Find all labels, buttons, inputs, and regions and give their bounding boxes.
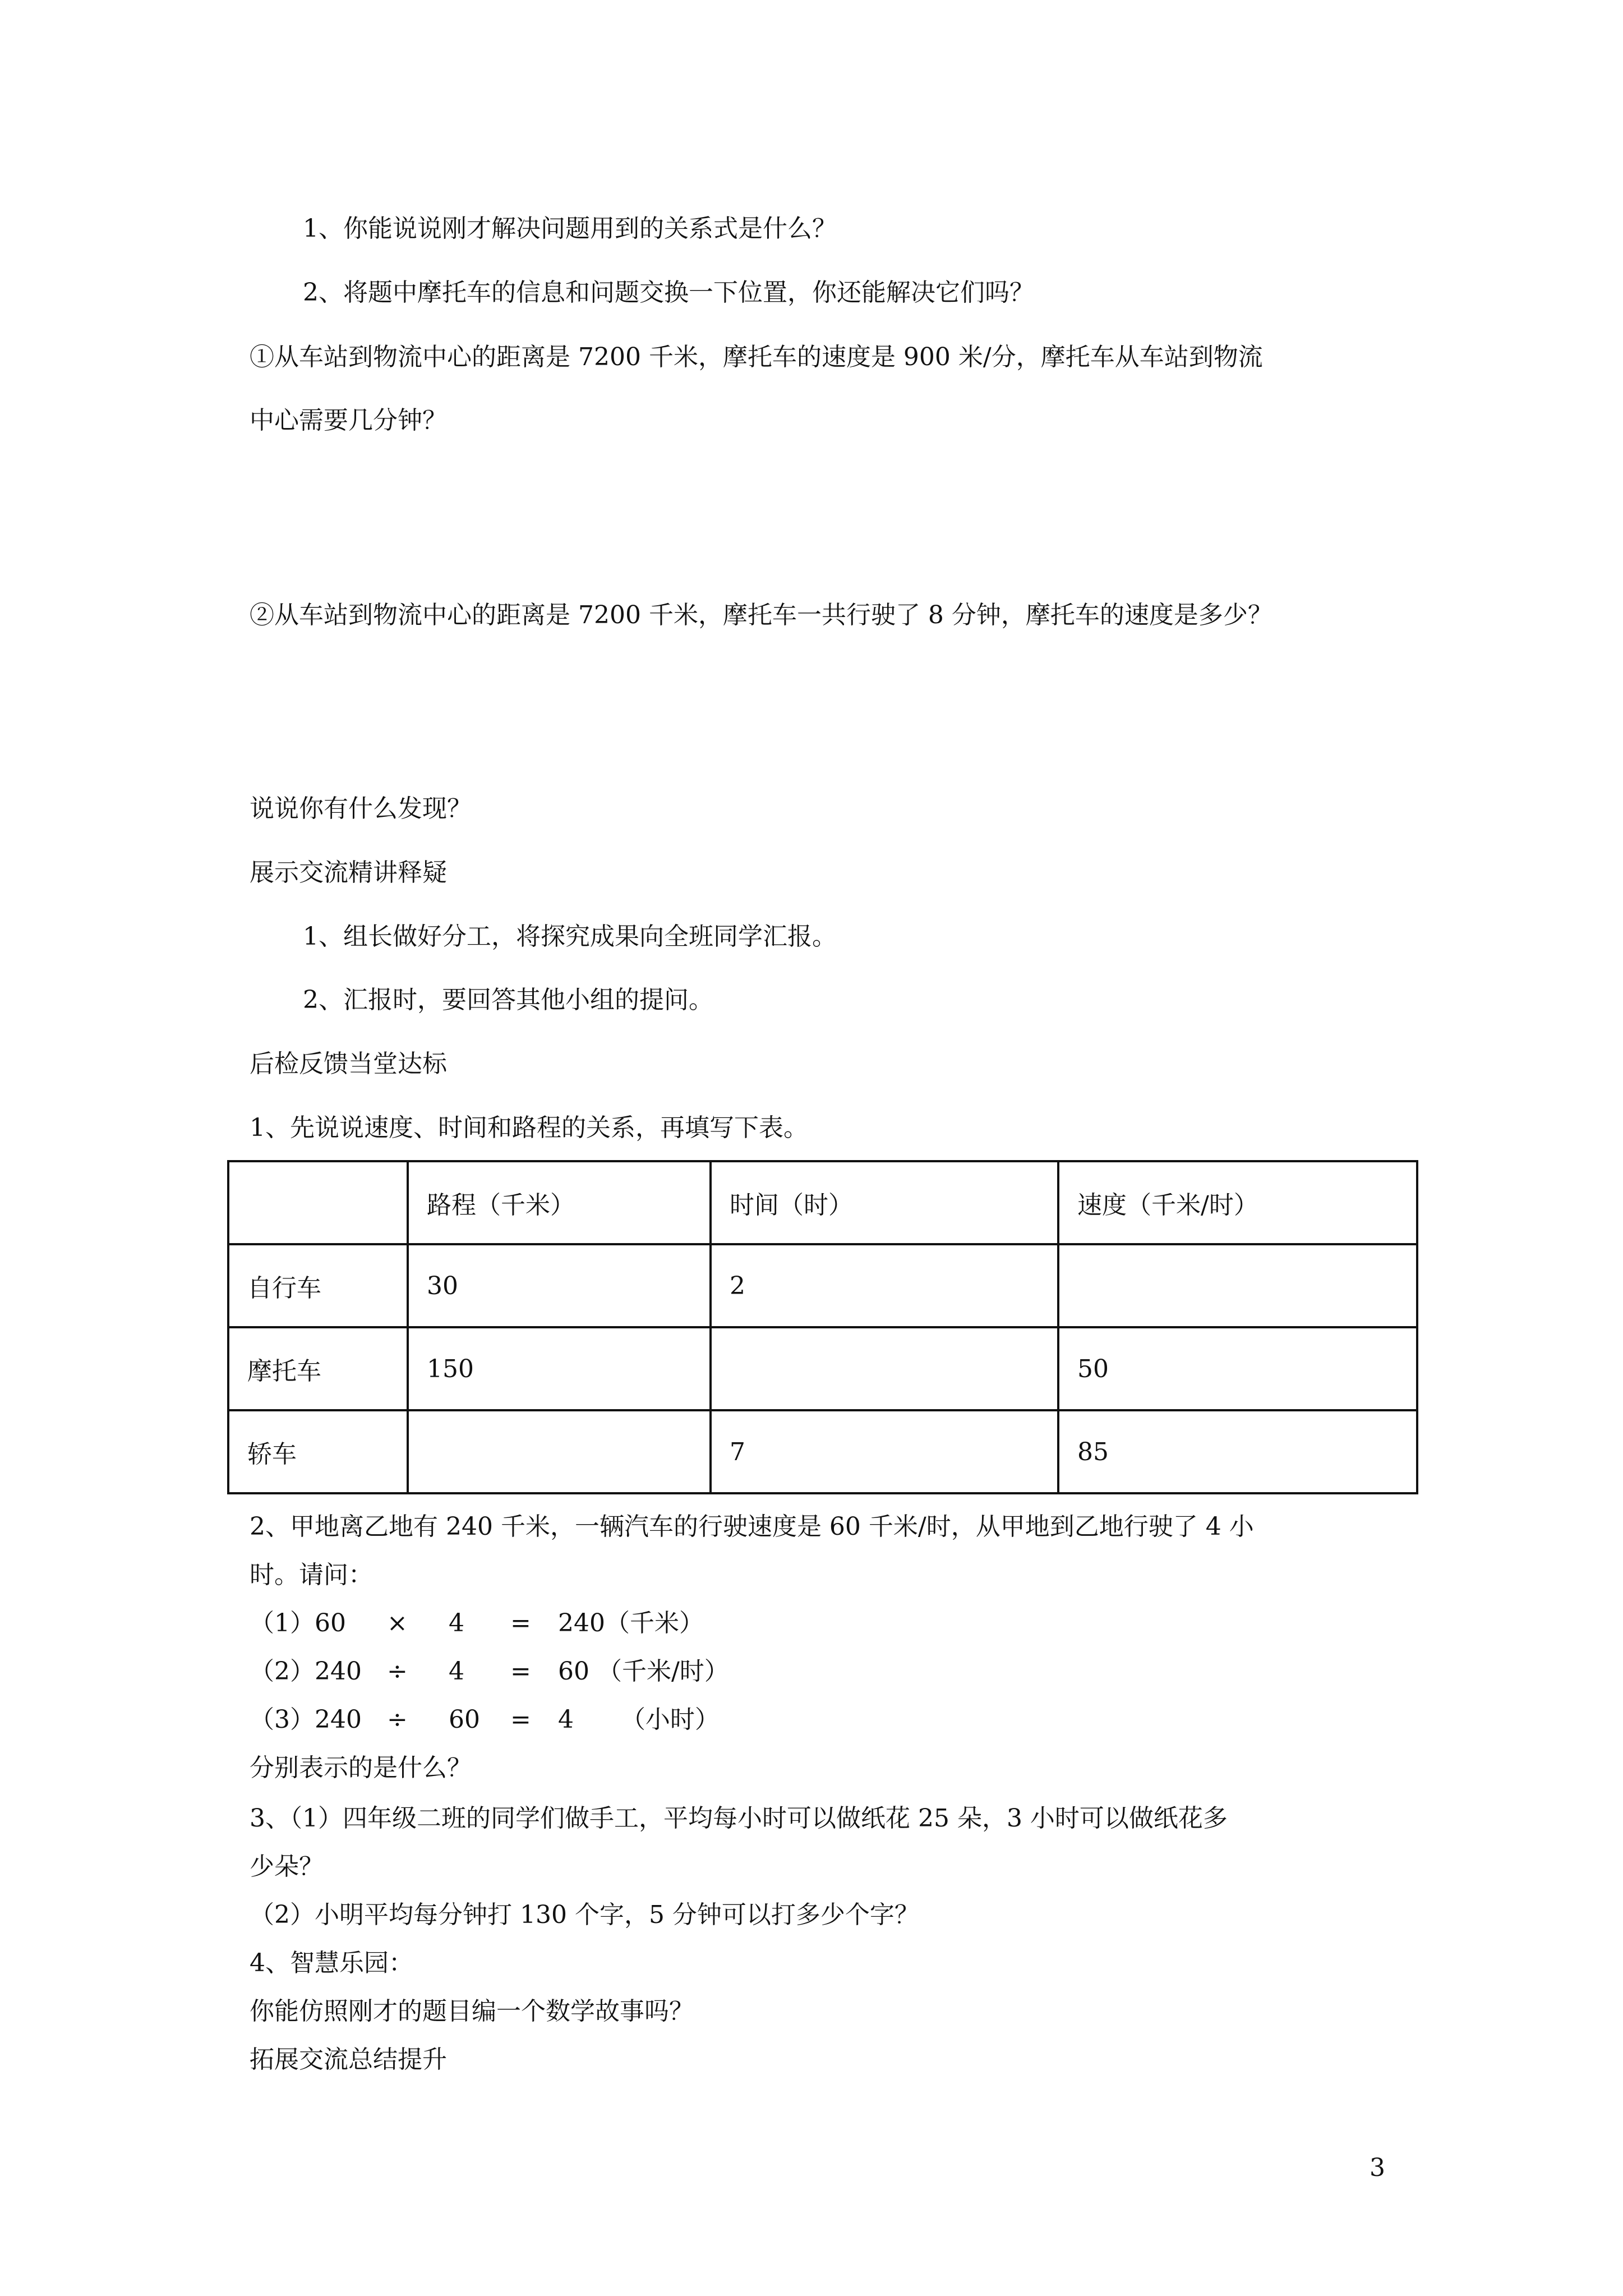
operator: ÷ [387,1657,408,1686]
equation-result: 4 （小时） [558,1705,720,1734]
operator: × [387,1609,408,1637]
equals-sign: = [510,1609,531,1637]
equation-result: 240（千米） [558,1609,704,1637]
question-2-ask: 分别表示的是什么？ [250,1754,472,1782]
table-cell: 7 [711,1410,1058,1493]
question-4-ask: 你能仿照刚才的题目编一个数学故事吗？ [250,1997,694,2026]
table-cell: 50 [1058,1327,1417,1410]
question-2-line-2: 时。请问： [250,1561,373,1589]
equation-term: （2）240 [250,1657,362,1686]
problem-1-line-1: ①从车站到物流中心的距离是 7200 千米，摩托车的速度是 900 米/分，摩托车从车站到物流 [250,343,1263,371]
question-3-line-2: 少朵？ [250,1852,324,1881]
page-number: 3 [1370,2154,1385,2182]
show-item-1: 1、组长做好分工，将探究成果向全班同学汇报。 [303,922,837,951]
equation-term: 60 [449,1705,480,1734]
operator: ÷ [387,1705,408,1734]
table-row [228,1410,1417,1493]
table-header-cell: 速度（千米/时） [1058,1161,1417,1244]
table-row [228,1244,1417,1327]
section-heading-check: 后检反馈当堂达标 [250,1050,447,1078]
problem-1-line-2: 中心需要几分钟？ [250,406,447,435]
discovery-prompt: 说说你有什么发现？ [250,794,472,823]
table-cell: 自行车 [228,1244,408,1327]
table-cell [711,1327,1058,1410]
question-1: 1、先说说速度、时间和路程的关系，再填写下表。 [250,1114,808,1142]
equals-sign: = [510,1705,531,1734]
question-3-line-1: 3、（1）四年级二班的同学们做手工，平均每小时可以做纸花 25 朵，3 小时可以做纸花多 [250,1804,1228,1833]
equation-3 [250,1703,1422,1737]
question-3-part-2: （2）小明平均每分钟打 130 个字，5 分钟可以打多少个字？ [250,1901,919,1929]
speed-time-distance-table [227,1160,1418,1494]
equation-term: （3）240 [250,1705,362,1734]
table-row [228,1327,1417,1410]
table-header-cell: 时间（时） [711,1161,1058,1244]
question-4: 4、智慧乐园： [250,1949,413,1977]
table-cell: 摩托车 [228,1327,408,1410]
section-heading-extend: 拓展交流总结提升 [250,2045,447,2074]
question-2-line-1: 2、甲地离乙地有 240 千米，一辆汽车的行驶速度是 60 千米/时，从甲地到乙地行驶了 4 小 [250,1512,1254,1541]
equation-term: 4 [449,1657,464,1686]
table-cell: 2 [711,1244,1058,1327]
equation-term: 4 [449,1609,464,1637]
equation-2 [250,1655,1422,1688]
section-heading-show: 展示交流精讲释疑 [250,858,447,887]
table-cell [1058,1244,1417,1327]
table-header-row [228,1161,1417,1244]
table-cell: 85 [1058,1410,1417,1493]
table-cell: 轿车 [228,1410,408,1493]
intro-question-1: 1、你能说说刚才解决问题用到的关系式是什么？ [303,214,837,243]
problem-2: ②从车站到物流中心的距离是 7200 千米，摩托车一共行驶了 8 分钟，摩托车的速度是多少？ [250,601,1272,629]
equals-sign: = [510,1657,531,1686]
table-cell [408,1410,711,1493]
table-cell: 30 [408,1244,711,1327]
equation-result: 60 （千米/时） [558,1657,729,1686]
equation-term: （1）60 [250,1609,346,1637]
table-header-cell [228,1161,408,1244]
show-item-2: 2、汇报时，要回答其他小组的提问。 [303,986,713,1014]
table-cell: 150 [408,1327,711,1410]
table-header-cell: 路程（千米） [408,1161,711,1244]
equation-1 [250,1607,1422,1640]
intro-question-2: 2、将题中摩托车的信息和问题交换一下位置，你还能解决它们吗？ [303,278,1034,307]
